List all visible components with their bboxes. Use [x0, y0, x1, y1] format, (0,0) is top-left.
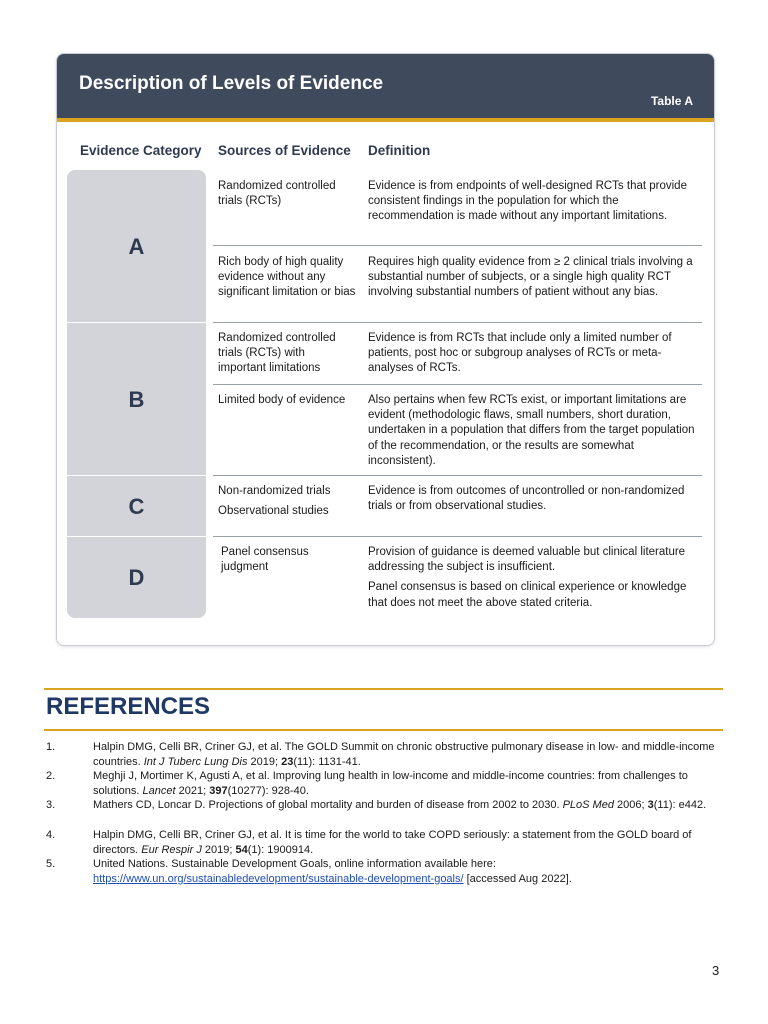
source-cell: Panel consensus judgment: [221, 546, 309, 574]
row-divider: [213, 245, 702, 246]
definition-paragraph: Provision of guidance is deemed valuable but clinical literature addressing the subject is insufficient.: [368, 546, 686, 574]
reference-number: 4.: [46, 829, 56, 841]
definition-cell: Also pertains when few RCTs exist, or important limitations are evident (methodologic flaws, small numbers, short duration, undertaken in a population that differs from the target population of the recommendation, or the results are somewhat inconsistent).: [368, 394, 695, 467]
source-cell: Rich body of high quality evidence without any significant limitation or bias: [218, 256, 356, 299]
definition-cell: Evidence is from endpoints of well-designed RCTs that provide consistent findings in the population for which the recommendation is made without any important limitations.: [368, 180, 687, 223]
reference-text: Halpin DMG, Celli BR, Criner GJ, et al. It is time for the world to take COPD seriously: a statement from the GOLD board of directors. Eur Respir J 2019; 54(1): 1900914.: [93, 829, 692, 856]
source-cell: [218, 484, 356, 519]
reference-text: Mathers CD, Loncar D. Projections of global mortality and burden of disease from 2002 to 2030. PLoS Med 2006; 3(11): e442.: [93, 799, 707, 811]
reference-number: 5.: [46, 858, 56, 870]
sdg-link[interactable]: https://www.un.org/sustainabledevelopment/sustainable-development-goals/: [93, 872, 464, 885]
category-divider: [67, 536, 206, 537]
category-divider: [67, 322, 206, 323]
column-header-definition: Definition: [368, 143, 431, 158]
header-divider: [57, 118, 714, 122]
source-cell: Randomized controlled trials (RCTs): [218, 180, 336, 208]
category-b-label: B: [128, 387, 145, 412]
definition-cell: Evidence is from RCTs that include only a limited number of patients, post hoc or subgroup analyses of RCTs or meta-analyses of RCTs.: [368, 332, 672, 375]
row-divider: [213, 475, 702, 476]
row-divider: [213, 322, 702, 323]
row-divider: [213, 384, 702, 385]
table-header-bar: [57, 54, 714, 118]
definition-cell: Requires high quality evidence from ≥ 2 clinical trials involving a substantial number of subjects, or a single high quality RCT involving substantial numbers of patient without any bias.: [368, 256, 693, 299]
source-line: Observational studies: [218, 505, 329, 518]
reference-number: 2.: [46, 770, 56, 782]
definition-cell: Evidence is from outcomes of uncontrolled or non-randomized trials or from observational studies.: [368, 485, 685, 513]
references-heading: REFERENCES: [46, 693, 211, 720]
table-title: Description of Levels of Evidence: [79, 73, 384, 94]
page-number: 3: [712, 963, 720, 978]
source-cell: Limited body of evidence: [218, 394, 346, 406]
table-tag: Table A: [650, 94, 693, 108]
column-header-sources: Sources of Evidence: [218, 143, 351, 158]
reference-text: Halpin DMG, Celli BR, Criner GJ, et al. The GOLD Summit on chronic obstructive pulmonary disease in low- and middle-income countries. Int J Tuberc Lung Dis 2019; 23(11): 1131-41.: [93, 741, 715, 768]
evidence-table-card: [56, 53, 715, 646]
category-d-label: D: [128, 565, 145, 590]
row-divider: [213, 536, 702, 537]
category-a-label: A: [128, 234, 145, 259]
references-bottom-rule: [44, 729, 723, 731]
category-divider: [67, 475, 206, 476]
reference-number: 3.: [46, 799, 56, 811]
definition-cell: [368, 545, 698, 611]
reference-text: United Nations. Sustainable Development Goals, online information available here: https://www.un.org/sustainabledevelopment/sustainable-development-goals/ [accessed Aug 2022].: [93, 858, 572, 885]
references-top-rule: [44, 688, 723, 690]
source-line: Non-randomized trials: [218, 485, 331, 497]
category-c-label: C: [128, 494, 145, 519]
source-cell: Randomized controlled trials (RCTs) with important limitations: [218, 332, 336, 375]
column-header-category: Evidence Category: [80, 143, 202, 158]
definition-paragraph: Panel consensus is based on clinical experience or knowledge that does not meet the above stated criteria.: [368, 581, 687, 609]
reference-number: 1.: [46, 741, 56, 753]
reference-text: Meghji J, Mortimer K, Agusti A, et al. Improving lung health in low-income and middle-income countries: from challenges to solutions. Lancet 2021; 397(10277): 928-40.: [93, 770, 688, 797]
